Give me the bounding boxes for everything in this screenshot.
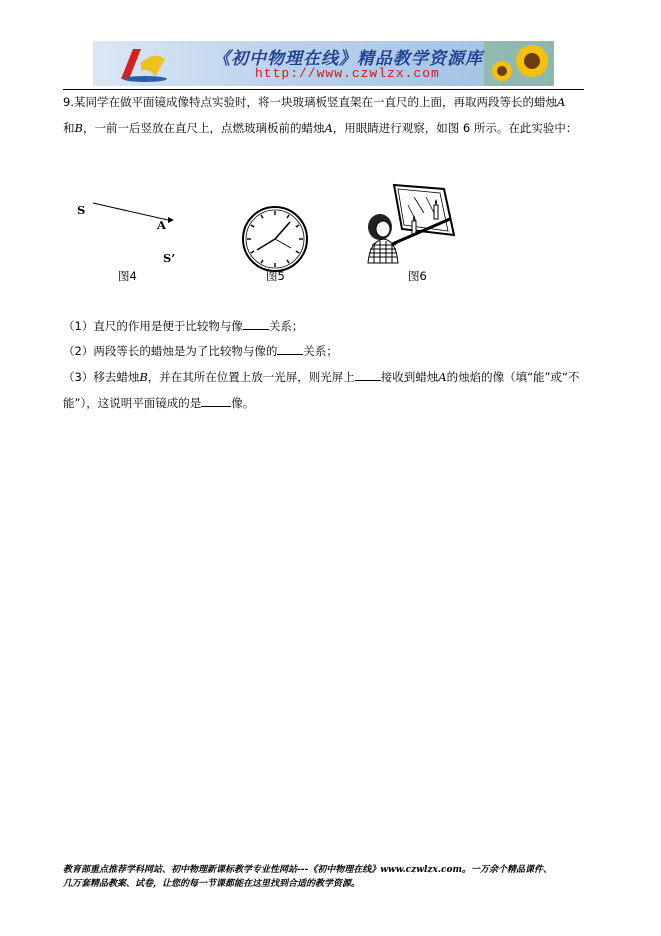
- site-url[interactable]: http://www.czwlzx.com: [255, 66, 440, 81]
- var-a: A: [438, 370, 447, 384]
- subquestion-3-line-2: 能”），这说明平面镜成的是 像。: [63, 396, 255, 410]
- header-banner: [93, 41, 554, 86]
- var-b: B: [74, 121, 83, 135]
- figure-4-diagram: [88, 198, 208, 258]
- sunflower-icon: [484, 41, 554, 86]
- figure-5-caption: 图5: [266, 269, 285, 283]
- figure-4-caption: 图4: [118, 269, 137, 283]
- answer-blank-1[interactable]: [243, 318, 269, 330]
- label-s: S: [77, 203, 86, 217]
- label-s-prime: S’: [163, 251, 176, 265]
- clock-icon: [240, 204, 310, 274]
- footer-line-1: 教育部重点推荐学科网站、初中物理新课标教学专业性网站---《初中物理在线》www.czwlzx.com。一万余个精品课件、: [63, 865, 553, 875]
- site-logo: [115, 41, 175, 86]
- var-a: A: [556, 95, 566, 109]
- subquestion-3-line-1: （3）移去蜡烛B，并在其所在位置上放一光屏，则光屏上 接收到蜡烛A的烛焰的像（填“能”或“不: [63, 370, 580, 384]
- answer-blank-4[interactable]: [201, 395, 231, 407]
- girl-mirror-candle-illustration: [364, 183, 460, 265]
- answer-blank-3[interactable]: [355, 369, 381, 381]
- figure-6-caption: 图6: [408, 269, 427, 283]
- subquestion-2: （2）两段等长的蜡烛是为了比较物与像的 关系；: [63, 344, 338, 358]
- var-a: A: [324, 121, 333, 135]
- answer-blank-2[interactable]: [277, 343, 303, 355]
- question-line-2: 和B，一前一后竖放在直尺上，点燃玻璃板前的蜡烛A，用眼睛进行观察，如图 6 所示。在此实验中：: [63, 121, 578, 135]
- header-rule: [63, 89, 584, 90]
- subquestion-1: （1）直尺的作用是便于比较物与像 关系；: [63, 319, 304, 333]
- question-line-1: 9.某同学在做平面镜成像特点实验时，将一块玻璃板竖直架在一直尺的上面，再取两段等长的蜡烛A: [63, 95, 566, 109]
- site-title: 《初中物理在线》精品教学资源库: [213, 49, 483, 69]
- label-a: A: [157, 218, 166, 232]
- var-b: B: [139, 370, 148, 384]
- footer-line-2: 几万套精品教案、试卷，让您的每一节课都能在这里找到合适的教学资源。: [63, 879, 361, 889]
